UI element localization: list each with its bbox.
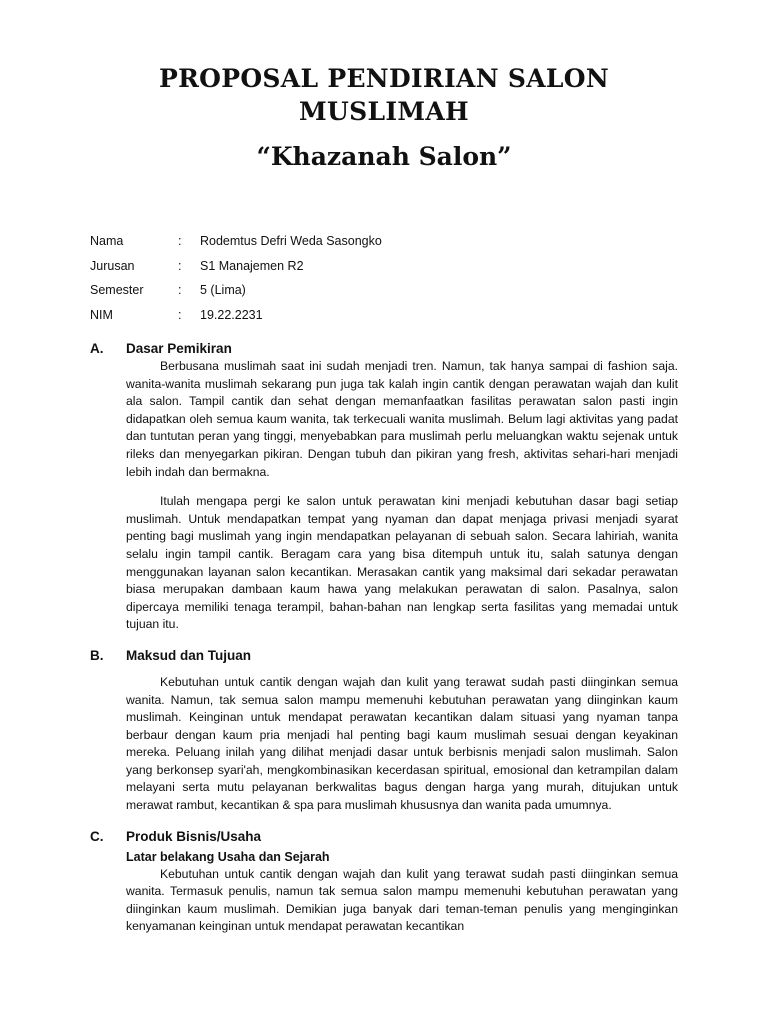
info-row-major [90, 254, 678, 279]
section-title: Produk Bisnis/Usaha [126, 828, 262, 844]
paragraph: Kebutuhan untuk cantik dengan wajah dan kulit yang terawat sudah pasti diinginkan semua wanita. Termasuk penulis, namun tak semua salon mampu memenuhi kebutuhan perawatan yang diinginkan kaum muslimah. Demikian juga banyak dari teman-teman penulis yang menginginkan kenyamanan keinginan untuk mendapat perawatan kecantikan [126, 866, 678, 934]
section-letter: B. [90, 647, 104, 663]
info-label: Jurusan [90, 258, 135, 273]
info-value: Rodemtus Defri Weda Sasongko [200, 234, 382, 249]
section-maksud-tujuan [90, 648, 678, 815]
section-title: Maksud dan Tujuan [126, 647, 252, 663]
subsection-heading: Latar belakang Usaha dan Sejarah [126, 849, 330, 864]
info-colon: : [178, 307, 182, 322]
section-heading [90, 341, 678, 356]
paragraph: Itulah mengapa pergi ke salon untuk perawatan kini menjadi kebutuhan dasar bagi setiap muslimah. Untuk mendapatkan tempat yang nyaman dan dapat menjaga privasi menjadi syarat penting bagi muslimah yang ingin mendapatkan pelayanan di sebuah salon. Secara lahiriah, wanita selalu ingin tampil cantik. Beragam cara yang bisa ditempuh untuk itu, salah satunya dengan menggunakan layanan salon kecantikan. Merasakan cantik yang maksimal dari sekadar perawatan biasa merupakan dambaan kaum hawa yang melakukan perawatan di salon. Pasalnya, salon dipercaya memiliki tenaga terampil, bahan-bahan nan lengkap serta fasilitas yang memadai untuk tujuan itu. [126, 494, 678, 632]
info-row-semester [90, 278, 678, 303]
section-letter: C. [90, 828, 104, 844]
section-produk-bisnis [90, 829, 678, 936]
info-colon: : [178, 258, 182, 273]
document-title: PROPOSAL PENDIRIAN SALON MUSLIMAH [158, 64, 610, 126]
document-subtitle: “Khazanah Salon” [256, 142, 512, 171]
info-label: Nama [90, 234, 124, 249]
info-value: S1 Manajemen R2 [200, 258, 304, 273]
paragraph: Berbusana muslimah saat ini sudah menjadi tren. Namun, tak hanya sampai di fashion saja. wanita-wanita muslimah sekarang pun juga tak kalah ingin cantik dengan perawatan wajah dan kulit ala salon. Tampil cantik dan sehat dengan memanfaatkan fasilitas perawatan salon pasti ingin didapatkan oleh semua kaum wanita, tak terkecuali wanita muslimah. Belum lagi aktivitas yang padat dan tuntutan peran yang tinggi, menyebabkan para muslimah perlu meluangkan waktu sejenak untuk rileks dan menyegarkan pikiran. Dengan tubuh dan pikiran yang fresh, aktivitas sehari-hari menjadi lebih indah dan bermakna. [126, 359, 678, 479]
info-row-nim [90, 303, 678, 328]
info-value: 5 (Lima) [200, 283, 246, 298]
section-letter: A. [90, 341, 104, 356]
paragraph: Kebutuhan untuk cantik dengan wajah dan kulit yang terawat sudah pasti diinginkan semua wanita. Namun, tak semua salon mampu memenuhi kebutuhan perawatan yang diinginkan kaum muslimah. Keinginan untuk mendapat perawatan kecantikan dalam situasi yang nyaman tanpa berbaur dengan kaum pria menjadi hal penting bagi kaum muslimah sesuai dengan keyakinan mereka. Peluang inilah yang dilihat menjadi dasar untuk berbisnis menjadi salon muslimah. Salon yang berkonsep syari'ah, mengkombinasikan kecerdasan spiritual, emosional dan ketrampilan dalam melayani serta mutu pelayanan berkwalitas bagus dengan harga yang murah, ditujukan untuk merawat rambut, kecantikan & spa para muslimah khususnya dan wanita pada umumnya. [126, 674, 678, 813]
info-colon: : [178, 234, 182, 249]
info-label: Semester [90, 283, 144, 298]
info-value: 19.22.2231 [200, 307, 263, 322]
info-label: NIM [90, 307, 113, 322]
student-info [90, 229, 678, 327]
info-row-name [90, 229, 678, 254]
section-heading [90, 829, 678, 844]
section-title: Dasar Pemikiran [126, 341, 232, 356]
info-colon: : [178, 283, 182, 298]
section-dasar-pemikiran [90, 341, 678, 634]
section-heading [90, 648, 678, 663]
